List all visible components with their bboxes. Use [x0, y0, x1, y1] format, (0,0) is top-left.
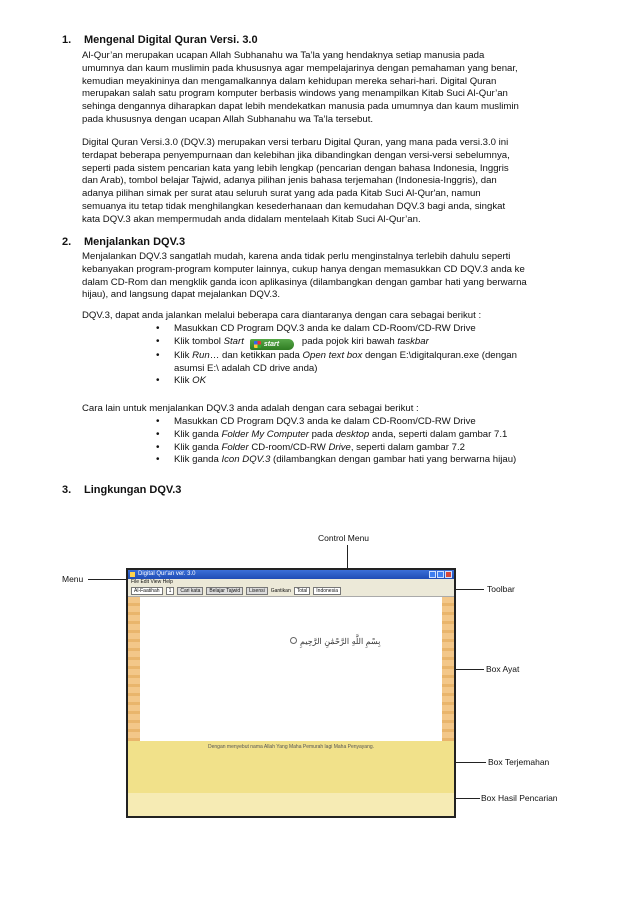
- ayah-marker-icon: [290, 637, 297, 644]
- callout-line-box-hasil: [456, 798, 480, 799]
- steps-list-b: [150, 416, 580, 467]
- tajwid-button: Belajar Tajwid: [206, 587, 243, 595]
- minimize-icon: [429, 571, 436, 578]
- close-icon: [445, 571, 452, 578]
- maximize-icon: [437, 571, 444, 578]
- section-2-paragraph-2: DQV.3, dapat anda jalankan melalui beberapa cara diantaranya dengan cara sebagai berikut :: [82, 310, 482, 321]
- translation-text: Dengan menyebut nama Allah Yang Maha Pemurah lagi Maha Penyayang.: [208, 744, 375, 750]
- steps-list-a: [150, 323, 580, 388]
- section-1-paragraph-2: Digital Quran Versi.3.0 (DQV.3) merupakan versi terbaru Digital Quran, yang mana pada versi.3.0 ini terdapat beberapa penyempurnaan dan kelebihan jika dibandingkan dengan versi-versi sebelumnya, seperti pada sistem pencarian kata yang lebih lengkap (pencarian dengan bahasa Indonesia, Inggris dan Arab), tombol belajar Tajwid, adanya pilihan jenis bahasa terjemahan (Indonesia-Inggris), dan adanya pilihan simak per surat atau seluruh surat yang ada pada Kitab Suci Al-Qur'an, namun semuanya itu tetap tidak menghilangkan kesederhanaan dan kemudahan DQV.3 bagi anda, singkat kata DQV.3 akan mempermudah anda didalam mentelaah Kitab Suci Al-Qur’an.: [82, 137, 510, 225]
- section-2-heading: 2. Menjalankan DQV.3: [62, 236, 186, 248]
- label-menu: Menu: [62, 574, 84, 584]
- ayat-select: 1: [166, 587, 175, 595]
- arabic-verse: بِسْمِ اللَّهِ الرَّحْمَٰنِ الرَّحِيمِ: [300, 637, 381, 646]
- app-screenshot: [126, 568, 456, 818]
- section-1-paragraph-1: Al-Qur’an merupakan ucapan Allah Subhanahu wa Ta’la yang hendaknya setiap manusia pada umumnya dan kaum muslimin pada khususnya agar mempelajarinya dengan pemahaman yang benar, kemudian meyakininya dan mengamalkannya dalam kehidupan mereka sehari-hari. Digital Quran merupakan salah satu program komputer berbasis windows yang menampilkan Kitab Suci Al-Qur’an sehinga dengannya diharapkan dapat lebih mendekatkan manusia pada umumnya dan kaum muslimin pada khususnya dengan ucapan Allah Subhanahu wa Ta’la tersebut.: [82, 50, 519, 125]
- window-controls: [429, 571, 452, 578]
- label-toolbar: Toolbar: [487, 584, 515, 594]
- ornament-border-right: [442, 597, 454, 741]
- section-1-heading: 1. Mengenal Digital Quran Versi. 3.0: [62, 34, 258, 46]
- callout-line-menu: [88, 579, 128, 580]
- label-box-hasil-pencarian: Box Hasil Pencarian: [481, 793, 558, 803]
- app-toolbar: [128, 586, 454, 597]
- window-titlebar: [128, 570, 454, 579]
- app-menubar: File Edit View Help: [128, 579, 454, 586]
- search-word-button: Cari kata: [177, 587, 203, 595]
- surah-select: Al-Faatihah: [131, 587, 163, 595]
- section-3-heading: 3. Lingkungan DQV.3: [62, 484, 182, 496]
- label-control-menu: Control Menu: [318, 533, 370, 543]
- app-icon: [130, 572, 135, 577]
- start-button-icon: start: [250, 339, 294, 350]
- section-2-paragraph-1: Menjalankan DQV.3 sangatlah mudah, karena anda tidak perlu menginstalnya terlebih dahulu seperti kebanyakan program-program komputer lainnya, cukup hanya dengan memasukkan CD DQV.3 anda ke dalam CD-Rom dan mengklik ganda icon aplikasinya (dilambangkan dengan gambar hati yang berwarna hijau), and langsung dapat mejalankan DQV.3.: [82, 251, 527, 301]
- list-item: • Klik ganda Folder My Computer pada desktop anda, seperti dalam gambar 7.1: [150, 429, 580, 442]
- callout-line-toolbar: [456, 589, 484, 590]
- label-box-ayat: Box Ayat: [486, 664, 520, 674]
- box-terjemahan: [128, 741, 454, 793]
- list-item: • Masukkan CD Program DQV.3 anda ke dalam CD-Room/CD-RW Drive: [150, 323, 580, 336]
- language-select: Indonesia: [313, 587, 341, 595]
- callout-line-box-terjemahan: [456, 762, 486, 763]
- label-box-terjemahan: Box Terjemahan: [488, 757, 550, 767]
- license-button: Lisensi: [246, 587, 268, 595]
- listen-label: Gantikan: [270, 588, 291, 594]
- list-item: • Klik ganda Folder CD-room/CD-RW Drive, seperti dalam gambar 7.2: [150, 442, 580, 455]
- window-title: Digital Qur'an ver. 3.0: [138, 571, 196, 577]
- box-hasil-pencarian: [128, 793, 454, 816]
- list-item: • Klik ganda Icon DQV.3 (dilambangkan dengan gambar hati yang berwarna hijau): [150, 454, 580, 467]
- callout-line-box-ayat: [456, 669, 484, 670]
- ornament-border-left: [128, 597, 140, 741]
- box-ayat: [140, 597, 442, 741]
- section-2-paragraph-3: Cara lain untuk menjalankan DQV.3 anda adalah dengan cara sebagai berikut :: [82, 403, 419, 414]
- list-item: • Masukkan CD Program DQV.3 anda ke dalam CD-Room/CD-RW Drive: [150, 416, 580, 429]
- list-item: • Klik tombol Start start pada pojok kiri bawah taskbar: [150, 336, 580, 350]
- list-item: • Klik Run… dan ketikkan pada Open text box dengan E:\digitalquran.exe (dengan asumsi E:\ adalah CD drive anda): [150, 350, 580, 376]
- mode-select: Total: [294, 587, 311, 595]
- list-item: • Klik OK: [150, 375, 580, 388]
